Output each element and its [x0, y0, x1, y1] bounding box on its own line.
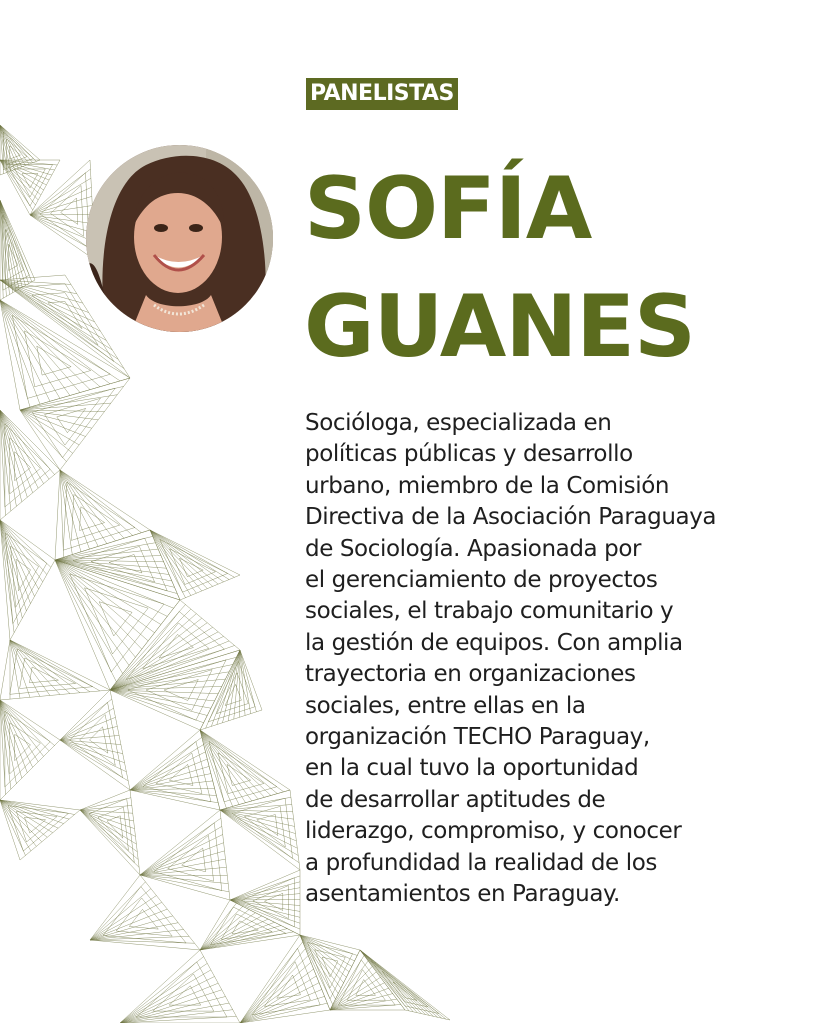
section-badge: PANELISTAS: [306, 78, 458, 110]
line-art-triangle: [240, 935, 330, 1023]
bio-line: políticas públicas y desarrollo: [305, 441, 633, 468]
line-art-triangle: [0, 800, 80, 860]
panelist-avatar: [86, 145, 273, 332]
line-art-triangle: [0, 700, 60, 800]
line-art-triangle: [20, 378, 130, 470]
line-art-triangle: [360, 950, 450, 1020]
line-art-triangle: [140, 810, 230, 900]
avatar-portrait-icon: [86, 145, 273, 332]
line-art-triangle: [55, 530, 180, 600]
line-art-triangle: [0, 410, 60, 520]
panelist-name: [304, 150, 814, 386]
bio-line: en la cual tuvo la oportunidad: [305, 755, 639, 782]
line-art-triangle: [0, 160, 60, 215]
bio-line: liderazgo, compromiso, y conocer: [305, 818, 682, 845]
bio-line: asentamientos en Paraguay.: [305, 881, 620, 908]
panelist-bio: [305, 408, 805, 911]
line-art-triangle: [0, 520, 55, 640]
line-art-triangle: [150, 530, 240, 600]
line-art-triangle: [220, 790, 300, 870]
bio-line: sociales, entre ellas en la: [305, 692, 586, 719]
line-art-triangle: [200, 900, 300, 950]
bio-line: Socióloga, especializada en: [305, 410, 612, 436]
bio-line: la gestión de equipos. Con amplia: [305, 629, 683, 656]
bio-line: Directiva de la Asociación Paraguaya: [305, 504, 717, 531]
line-art-triangle: [200, 730, 290, 810]
bio-line: el gerenciamiento de proyectos: [305, 567, 658, 594]
bio-line: de desarrollar aptitudes de: [305, 786, 606, 813]
line-art-triangle: [80, 790, 140, 875]
line-art-triangle: [0, 300, 130, 410]
line-art-triangle: [0, 640, 110, 700]
bio-line: a profundidad la realidad de los: [305, 849, 657, 876]
bio-line: sociales, el trabajo comunitario y: [305, 598, 674, 625]
line-art-triangle: [90, 875, 200, 950]
bio-line: urbano, miembro de la Comisión: [305, 472, 670, 499]
line-art-triangle: [55, 470, 150, 560]
panelist-last-name: GUANES: [304, 277, 695, 377]
line-art-triangle: [60, 690, 130, 790]
line-art-triangle: [55, 560, 180, 690]
panelist-first-name: SOFÍA: [304, 159, 592, 259]
bio-line: trayectoria en organizaciones: [305, 661, 636, 688]
line-art-triangle: [230, 870, 300, 935]
line-art-triangle: [120, 950, 240, 1023]
bio-line: organización TECHO Paraguay,: [305, 724, 650, 751]
line-art-triangle: [200, 650, 262, 730]
bio-line: de Sociología. Apasionada por: [305, 535, 642, 562]
